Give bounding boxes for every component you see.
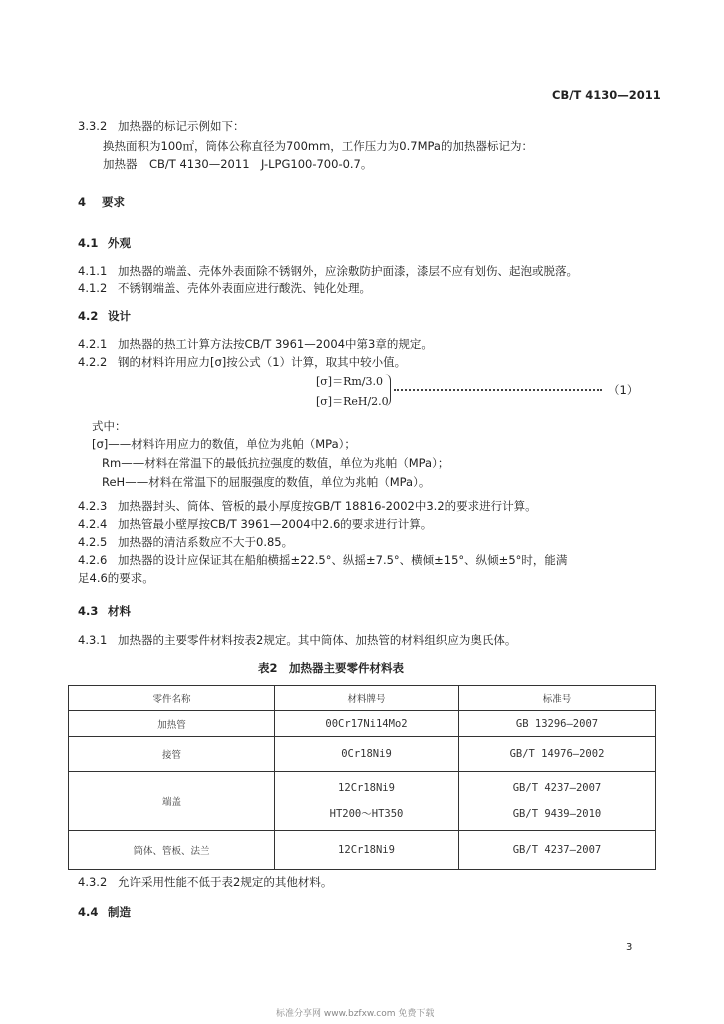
part-name-cell: 筒体、管板、法兰 [69,831,275,870]
table-row [69,737,656,772]
where-definition-sigma: [σ]——材料许用应力的数值，单位为兆帕（MPa）； [92,437,356,451]
table-header-row [69,686,656,711]
material-grade-cell: 00Cr17Ni14Mo2 [275,711,459,737]
formula-line-1: [σ]＝Rm/3.0 [316,375,384,388]
clause-4-3-1: 4.3.1 加热器的主要零件材料按表2规定。其中筒体、加热管的材料组织应为奥氏体。 [78,633,517,647]
materials-table [68,685,656,870]
section-4-2-heading: 4.2 设计 [78,309,131,323]
part-name-cell: 端盖 [69,772,275,831]
clause-number: 3.3.2 [78,119,108,133]
formula-leader-dots [394,389,602,391]
where-label: 式中： [92,419,127,433]
standard-number-cell: GB/T 4237—2007 GB/T 9439—2010 [459,772,656,831]
table-row [69,831,656,870]
chapter-4-heading: 4 要求 [78,195,125,209]
clause-4-2-5: 4.2.5 加热器的清洁系数应不大于0.85。 [78,535,294,549]
where-definition-rm: Rm——材料在常温下的最低抗拉强度的数值，单位为兆帕（MPa）； [102,456,450,470]
material-grade-cell: 12Cr18Ni9 HT200～HT350 [275,772,459,831]
page-number: 3 [626,942,633,953]
clause-4-2-3: 4.2.3 加热器封头、筒体、管板的最小厚度按GB/T 18816-2002中3.2的要求进行计算。 [78,499,537,513]
clause-4-1-1: 4.1.1 加热器的端盖、壳体外表面除不锈钢外，应涂敷防护面漆，漆层不应有划伤、起泡或脱落。 [78,264,578,278]
part-name-cell: 接管 [69,737,275,772]
section-4-1-heading: 4.1 外观 [78,236,131,250]
clause-4-2-6-continued: 足4.6的要求。 [78,571,154,585]
clause-4-2-2: 4.2.2 钢的材料许用应力[σ]按公式（1）计算，取其中较小值。 [78,355,407,369]
where-definition-reh: ReH——材料在常温下的屈服强度的数值，单位为兆帕（MPa）。 [102,475,431,489]
material-grade-cell: 12Cr18Ni9 [275,831,459,870]
column-header-material: 材料牌号 [275,686,459,711]
clause-4-2-6: 4.2.6 加热器的设计应保证其在船舶横摇±22.5°、纵摇±7.5°、横倾±15°、纵倾±5°时，能满 [78,553,568,567]
column-header-standard: 标准号 [459,686,656,711]
table-row [69,772,656,831]
table-caption: 表2 加热器主要零件材料表 [258,661,405,675]
footer-watermark: 标准分享网 www.bzfxw.com 免费下载 [276,1009,435,1019]
formula-line-2: [σ]＝ReH/2.0 [316,395,389,408]
marking-example-code: 加热器 CB/T 4130—2011 J-LPG100-700-0.7。 [103,157,373,171]
material-grade-cell: 0Cr18Ni9 [275,737,459,772]
clause-3-3-2-heading [78,118,245,134]
standard-number-cell: GB 13296—2007 [459,711,656,737]
marking-example-line: 换热面积为100㎡，筒体公称直径为700mm，工作压力为0.7MPa的加热器标记为： [103,139,533,153]
standard-number-cell: GB/T 4237—2007 [459,831,656,870]
clause-4-2-1: 4.2.1 加热器的热工计算方法按CB/T 3961—2004中第3章的规定。 [78,337,433,351]
standard-number: CB/T 4130—2011 [552,88,661,102]
standard-number-cell: GB/T 14976—2002 [459,737,656,772]
section-4-3-heading: 4.3 材料 [78,604,131,618]
clause-4-2-4: 4.2.4 加热管最小壁厚按CB/T 3961—2004中2.6的要求进行计算。 [78,517,433,531]
formula-brace [384,374,391,406]
formula-number: （1） [608,383,639,397]
clause-4-3-2: 4.3.2 允许采用性能不低于表2规定的其他材料。 [78,875,333,889]
clause-title: 加热器的标记示例如下： [118,119,245,133]
section-4-4-heading: 4.4 制造 [78,905,131,919]
part-name-cell: 加热管 [69,711,275,737]
clause-4-1-2: 4.1.2 不锈钢端盖、壳体外表面应进行酸洗、钝化处理。 [78,281,371,295]
column-header-part: 零件名称 [69,686,275,711]
table-row [69,711,656,737]
